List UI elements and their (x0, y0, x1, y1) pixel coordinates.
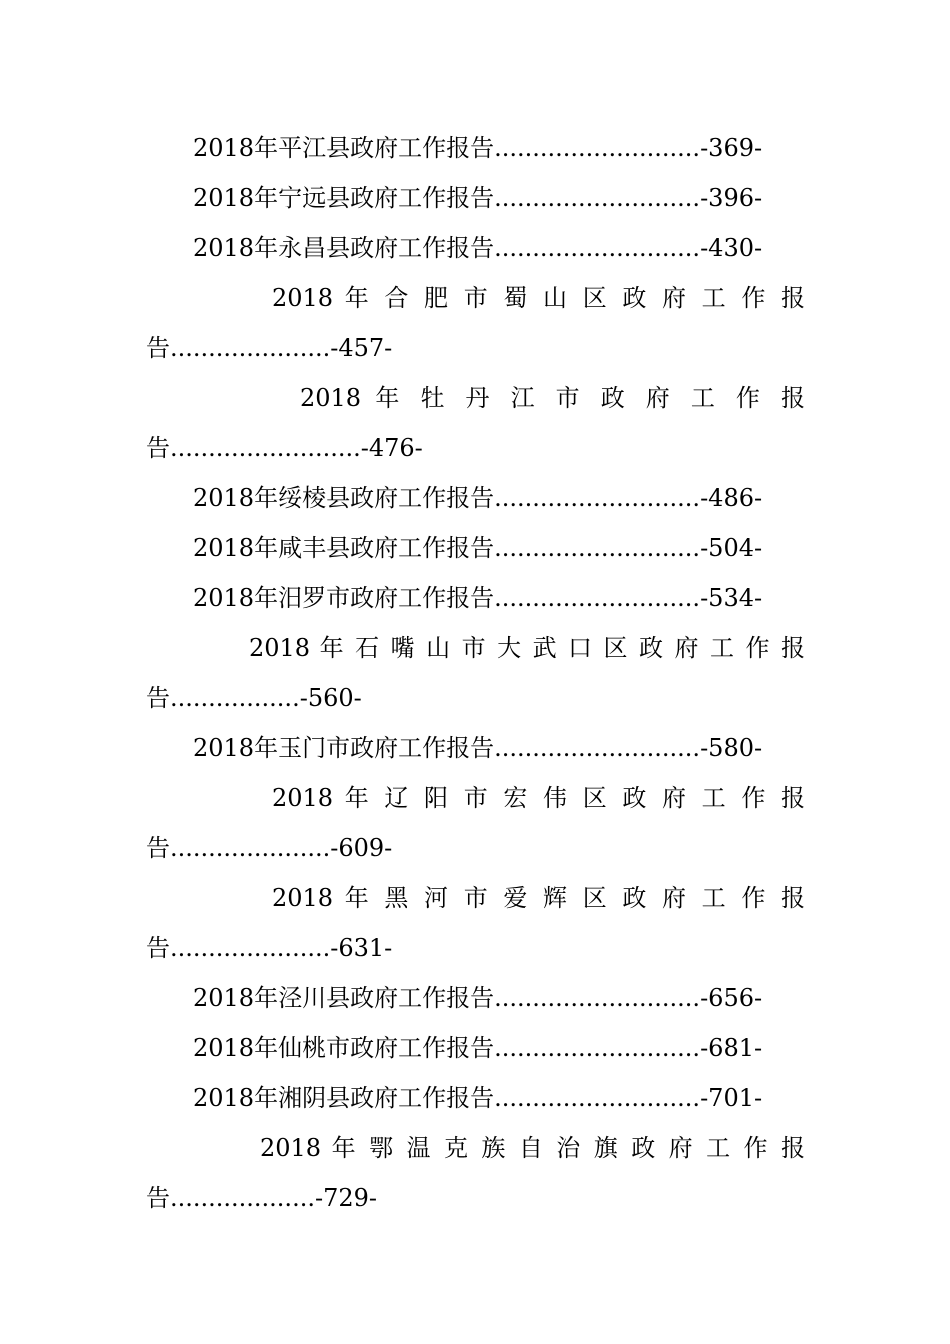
toc-entry-continuation[interactable] (146, 328, 806, 368)
toc-entry-title: 2018年汨罗市政府工作报告 (193, 584, 495, 612)
toc-entry-title-line[interactable] (0, 378, 805, 418)
toc-page-number: -486- (700, 484, 763, 512)
toc-entry-title-line[interactable] (0, 878, 805, 918)
toc-entry-title-tail: 告 (146, 434, 170, 462)
toc-entry-title-tail: 告 (146, 1184, 170, 1212)
toc-entry[interactable] (193, 728, 805, 768)
toc-leader-dots: ........................... (494, 484, 701, 512)
toc-entry[interactable] (193, 228, 805, 268)
toc-leader-dots: ................... (170, 1184, 315, 1212)
toc-page-number: -430- (700, 234, 763, 262)
toc-entry-title-line[interactable] (0, 628, 805, 668)
toc-page-number: -729- (314, 1184, 377, 1212)
toc-page-number: -504- (700, 534, 763, 562)
toc-entry-title: 2018 年 黑 河 市 爱 辉 区 政 府 工 作 报 (272, 884, 805, 912)
toc-entry-title: 2018年平江县政府工作报告 (193, 134, 495, 162)
toc-page-number: -681- (700, 1034, 763, 1062)
toc-leader-dots: ........................... (494, 984, 701, 1012)
toc-entry-continuation[interactable] (146, 428, 806, 468)
toc-entry[interactable] (193, 478, 805, 518)
toc-leader-dots: ................. (170, 684, 300, 712)
toc-entry-continuation[interactable] (146, 1178, 806, 1218)
toc-page-number: -609- (330, 834, 393, 862)
toc-entry-title: 2018 年 石 嘴 山 市 大 武 口 区 政 府 工 作 报 (249, 634, 805, 662)
toc-entry[interactable] (193, 1028, 805, 1068)
toc-entry-title: 2018年玉门市政府工作报告 (193, 734, 495, 762)
toc-page-number: -476- (360, 434, 423, 462)
toc-leader-dots: ........................... (494, 584, 701, 612)
toc-entry-title-line[interactable] (0, 778, 805, 818)
toc-entry-continuation[interactable] (146, 678, 806, 718)
toc-entry[interactable] (193, 128, 805, 168)
toc-leader-dots: ........................... (494, 734, 701, 762)
toc-entry-title-tail: 告 (146, 334, 170, 362)
toc-page-number: -631- (330, 934, 393, 962)
toc-entry-title: 2018年绥棱县政府工作报告 (193, 484, 495, 512)
toc-entry-title: 2018年咸丰县政府工作报告 (193, 534, 495, 562)
toc-leader-dots: ......................... (170, 434, 361, 462)
toc-entry-continuation[interactable] (146, 928, 806, 968)
toc-leader-dots: ........................... (494, 184, 701, 212)
toc-entry-title: 2018 年 鄂 温 克 族 自 治 旗 政 府 工 作 报 (260, 1134, 805, 1162)
toc-leader-dots: ..................... (170, 834, 331, 862)
toc-page-number: -701- (700, 1084, 763, 1112)
toc-leader-dots: ........................... (494, 234, 701, 262)
toc-entry-title: 2018年永昌县政府工作报告 (193, 234, 495, 262)
toc-entry-title-tail: 告 (146, 684, 170, 712)
toc-page-number: -396- (700, 184, 763, 212)
toc-entry[interactable] (193, 178, 805, 218)
toc-page-number: -656- (700, 984, 763, 1012)
toc-entry-title: 2018 年 辽 阳 市 宏 伟 区 政 府 工 作 报 (272, 784, 805, 812)
toc-entry-title-tail: 告 (146, 934, 170, 962)
toc-entry-title: 2018年宁远县政府工作报告 (193, 184, 495, 212)
toc-entry[interactable] (193, 978, 805, 1018)
toc-entry-title: 2018 年 合 肥 市 蜀 山 区 政 府 工 作 报 (272, 284, 805, 312)
toc-leader-dots: ..................... (170, 934, 331, 962)
toc-entry-title: 2018 年 牡 丹 江 市 政 府 工 作 报 (300, 384, 805, 412)
toc-entry-title-line[interactable] (0, 1128, 805, 1168)
toc-entry-title-line[interactable] (0, 278, 805, 318)
toc-page-number: -457- (330, 334, 393, 362)
toc-entry-title: 2018年仙桃市政府工作报告 (193, 1034, 495, 1062)
toc-leader-dots: ........................... (494, 534, 701, 562)
toc-leader-dots: ........................... (494, 1084, 701, 1112)
toc-page-number: -369- (700, 134, 763, 162)
toc-page-number: -580- (700, 734, 763, 762)
toc-page-number: -534- (700, 584, 763, 612)
toc-entry[interactable] (193, 528, 805, 568)
toc-page-number: -560- (299, 684, 362, 712)
toc-leader-dots: ........................... (494, 134, 701, 162)
toc-leader-dots: ........................... (494, 1034, 701, 1062)
toc-entry[interactable] (193, 578, 805, 618)
toc-entry-title: 2018年湘阴县政府工作报告 (193, 1084, 495, 1112)
toc-entry-title-tail: 告 (146, 834, 170, 862)
toc-entry-title: 2018年泾川县政府工作报告 (193, 984, 495, 1012)
toc-leader-dots: ..................... (170, 334, 331, 362)
toc-entry[interactable] (193, 1078, 805, 1118)
toc-entry-continuation[interactable] (146, 828, 806, 868)
